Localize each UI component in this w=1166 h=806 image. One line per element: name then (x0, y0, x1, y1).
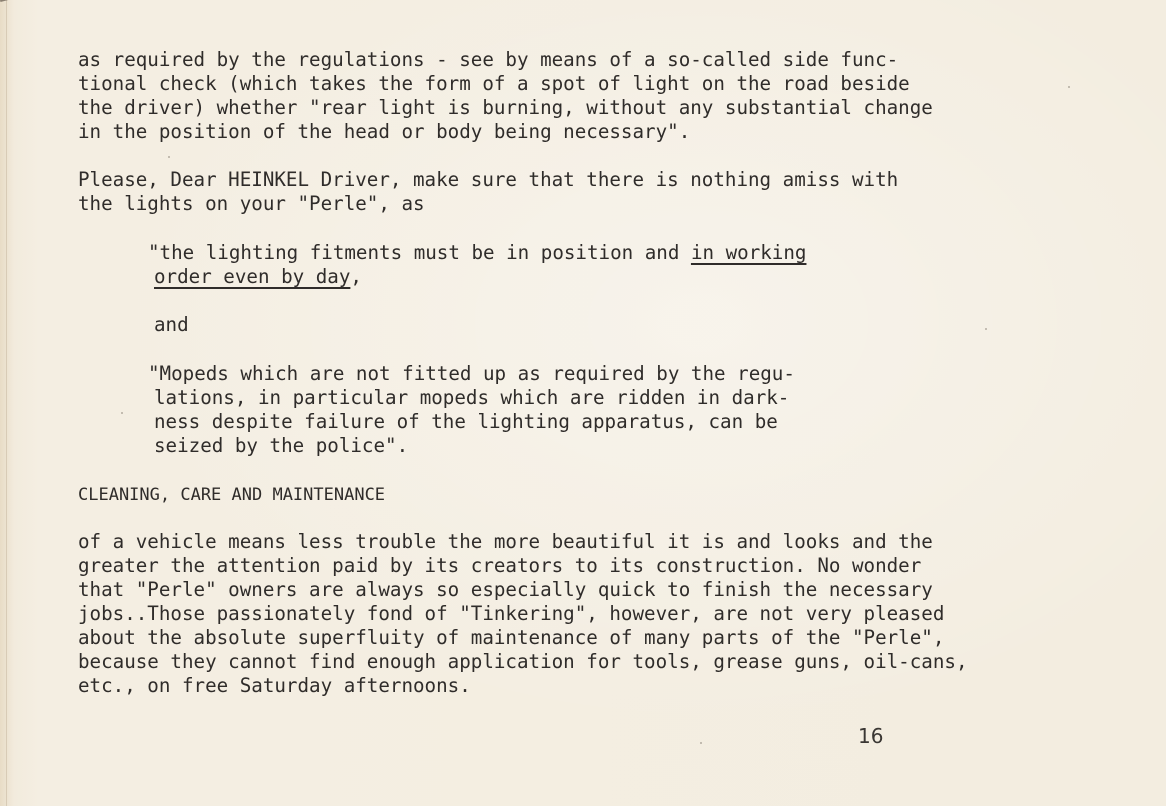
section-heading: CLEANING, CARE AND MAINTENANCE (78, 485, 386, 505)
quote-2-line-1: "Mopeds which are not fitted up as required by the regu- (148, 362, 795, 385)
paragraph-2-line-2: the lights on your "Perle", as (78, 192, 425, 215)
quote-1-line-1-text: "the lighting fitments must be in position and (148, 241, 691, 264)
paragraph-3-line-5: about the absolute superfluity of maintenance of many parts of the "Perle", (78, 626, 945, 649)
paragraph-2-line-1: Please, Dear HEINKEL Driver, make sure that there is nothing amiss with (78, 168, 899, 191)
paper-speck (700, 742, 702, 744)
quote-2-line-4: seized by the police". (154, 434, 409, 457)
paragraph-1-line-4: in the position of the head or body being necessary". (78, 120, 691, 143)
paragraph-3-line-1: of a vehicle means less trouble the more beautiful it is and looks and the (78, 530, 933, 553)
paper-speck (168, 156, 170, 158)
binding-edge (6, 0, 7, 806)
quote-2-line-3: ness despite failure of the lighting apparatus, can be (154, 410, 778, 433)
quote-1-line-2-punctuation: , (350, 265, 362, 288)
connector-and: and (154, 313, 189, 336)
paragraph-1-line-2: tional check (which takes the form of a spot of light on the road beside (78, 72, 910, 95)
paragraph-3-line-2: greater the attention paid by its creators to its construction. No wonder (78, 554, 922, 577)
paragraph-3-line-6: because they cannot find enough application for tools, grease guns, oil-cans, (78, 650, 968, 673)
paragraph-3-line-3: that "Perle" owners are always so especially quick to finish the necessary (78, 578, 933, 601)
paper-speck (985, 328, 987, 330)
paragraph-3-line-7: etc., on free Saturday afternoons. (78, 674, 471, 697)
paper-speck (121, 412, 123, 414)
quote-1-line-2 (154, 265, 362, 289)
paper-speck (1068, 86, 1070, 88)
paragraph-1-line-1: as required by the regulations - see by means of a so-called side func- (78, 48, 899, 71)
page-number: 16 (858, 724, 884, 748)
paragraph-3-line-4: jobs..Those passionately fond of "Tinkering", however, are not very pleased (78, 602, 945, 625)
quote-1-underlined-text-2: order even by day (154, 265, 351, 288)
paragraph-1-line-3: the driver) whether "rear light is burning, without any substantial change (78, 96, 933, 119)
quote-1-underlined-text: in working (690, 241, 807, 264)
quote-1-line-1 (148, 241, 806, 265)
corner-pencil-mark (0, 0, 43, 16)
quote-2-line-2: lations, in particular mopeds which are ridden in dark- (154, 386, 790, 409)
